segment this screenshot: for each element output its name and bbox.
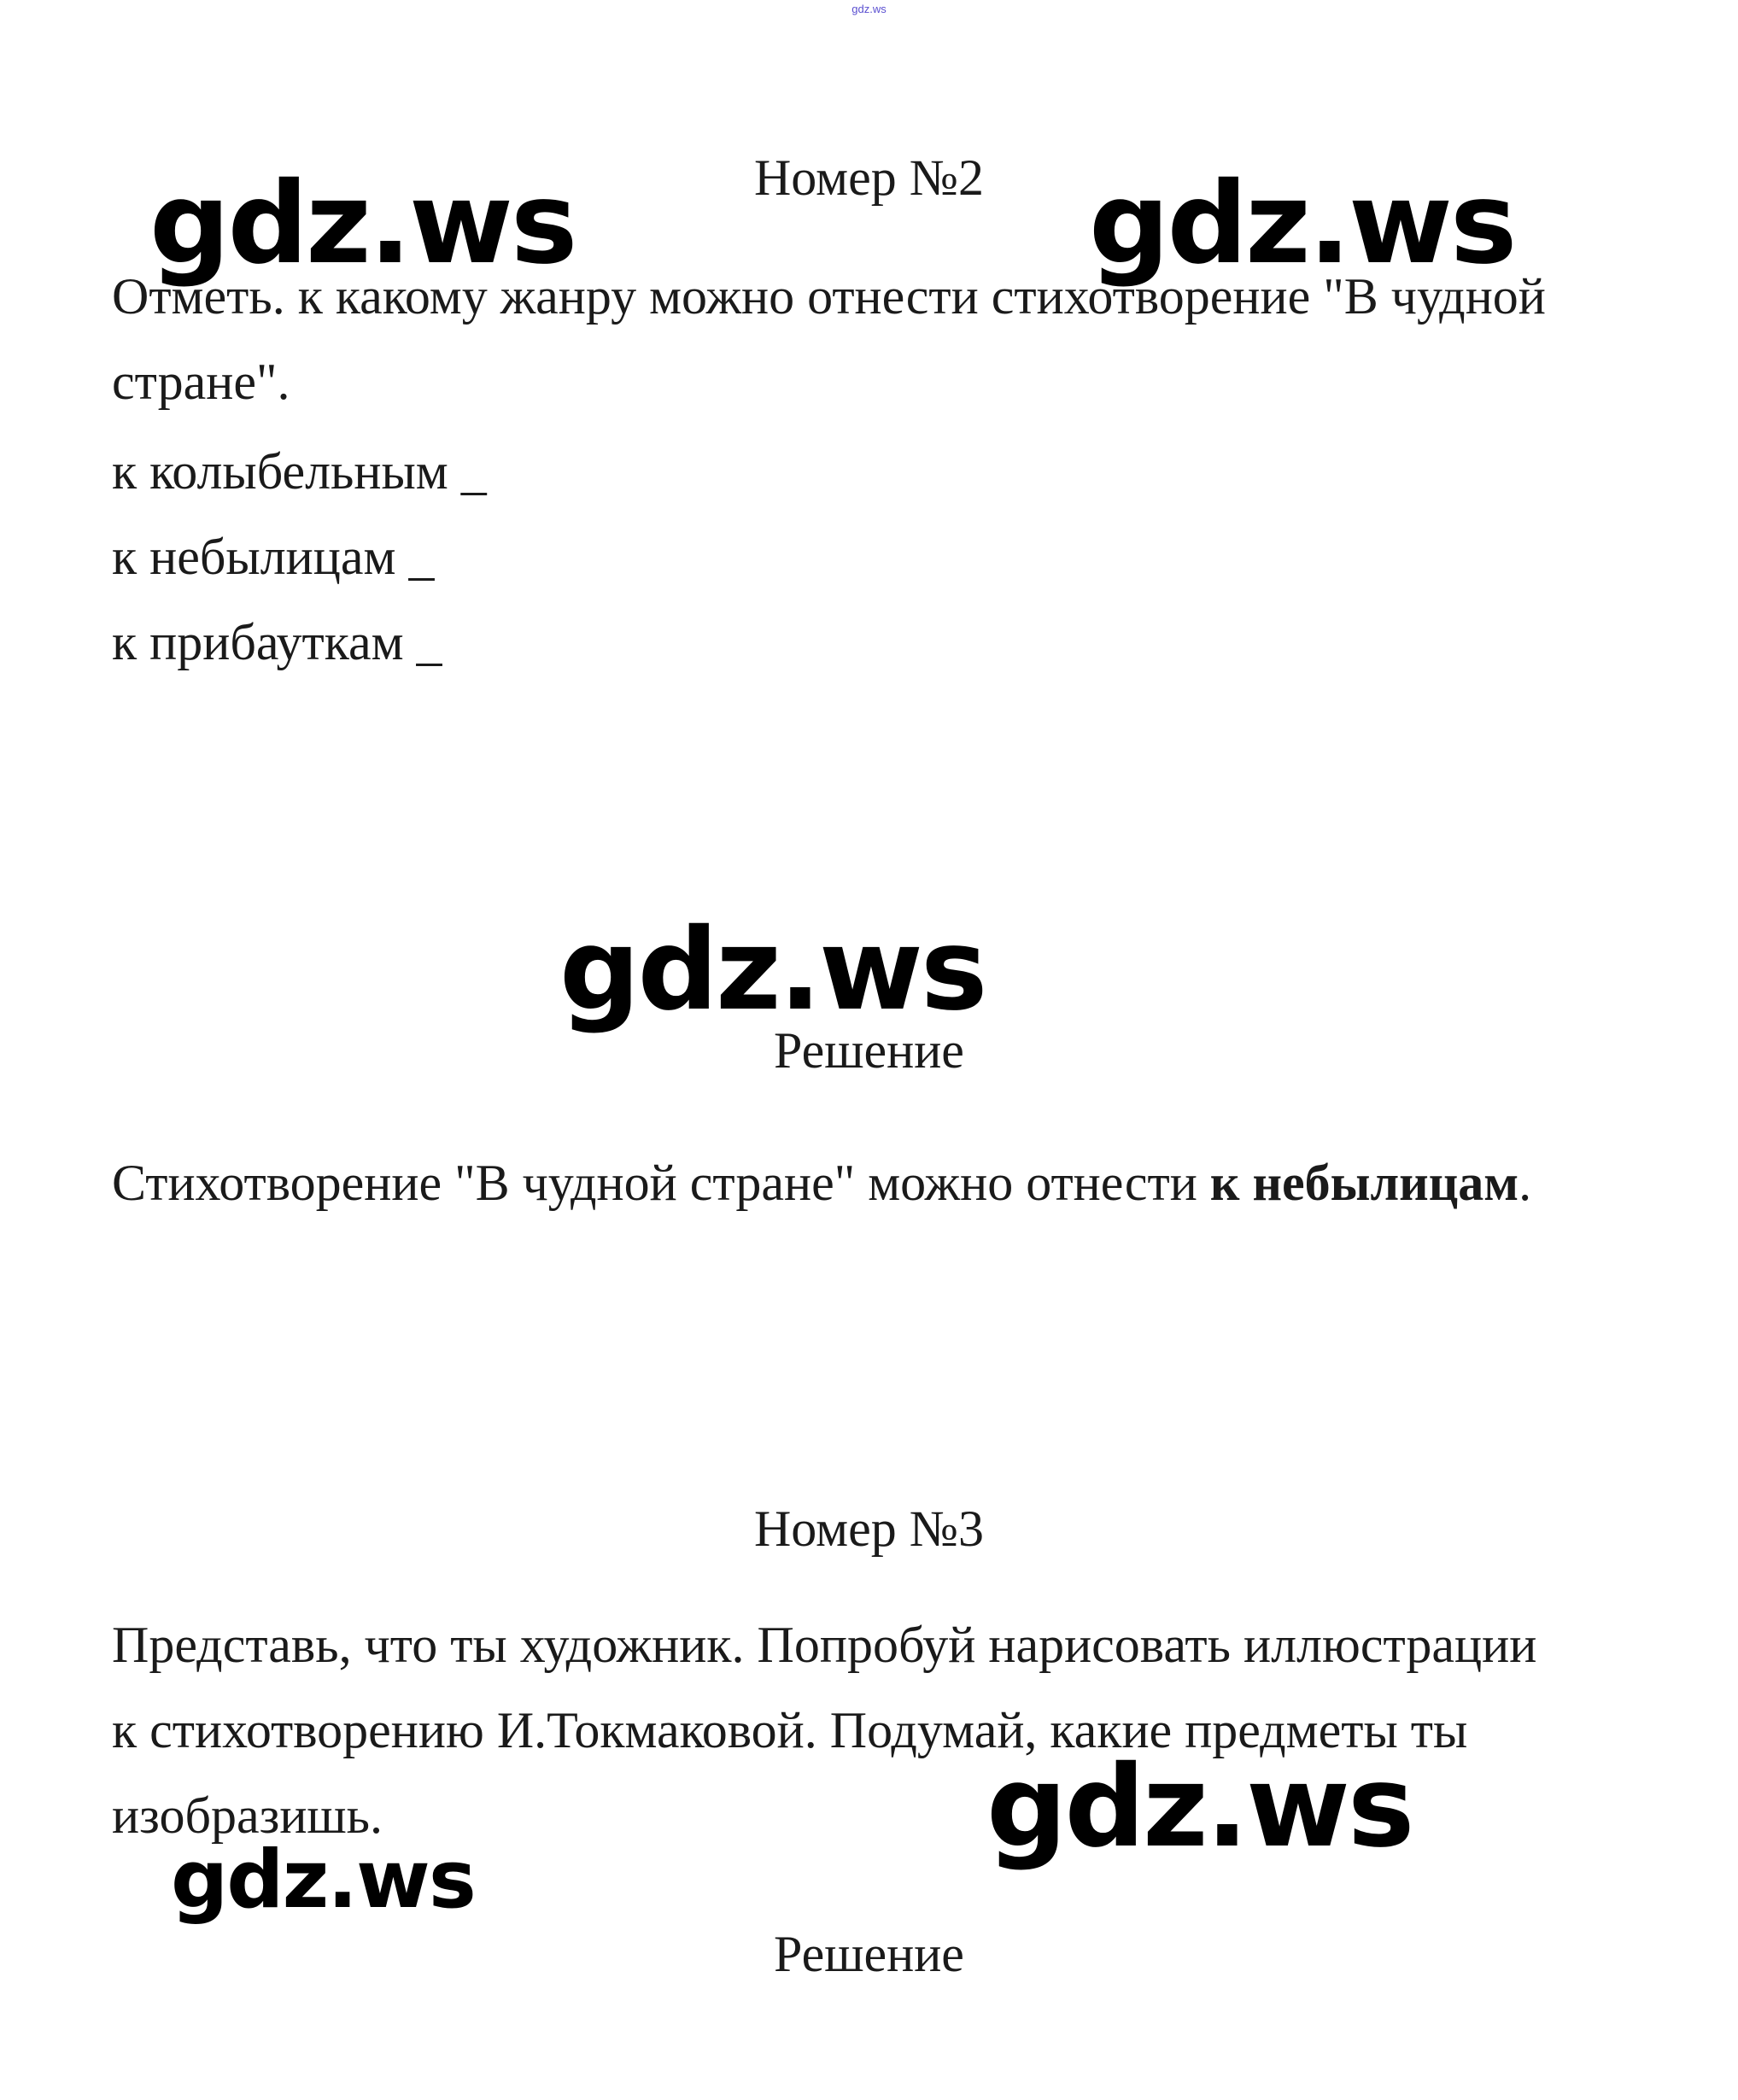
watermark-top-right: gdz.ws: [1089, 158, 1515, 290]
answer-prefix: Стихотворение "В чудной стране" можно отнести: [112, 1155, 1210, 1211]
site-mark: gdz.ws: [851, 3, 887, 15]
option-pribautka: к прибауткам _: [112, 614, 442, 670]
task-2-answer: [112, 1140, 1564, 1225]
task-2-solution-heading: Решение: [774, 1022, 964, 1079]
option-lullaby: к колыбельным _: [112, 443, 487, 500]
task-3-question: Представь, что ты художник. Попробуй нарисовать иллюстрации к стихотворению И.Токмаковой. Подумай, какие предметы ты изобразишь.: [112, 1617, 1537, 1844]
task-3-heading: Номер №3: [753, 1500, 985, 1557]
task-2-question: Отметь. к какому жанру можно отнести стихотворение "В чудной стране".: [112, 268, 1546, 410]
watermark-bottom-left: gdz.ws: [171, 1834, 475, 1927]
task-3-solution-heading: Решение: [774, 1926, 964, 1982]
watermark-top-left: gdz.ws: [149, 158, 576, 290]
task-2-heading: Номер №2: [753, 149, 985, 206]
watermark-middle: gdz.ws: [559, 904, 986, 1036]
watermark-bottom-right: gdz.ws: [986, 1741, 1413, 1873]
answer-suffix: .: [1519, 1155, 1532, 1211]
answer-highlight: к небылицам: [1209, 1155, 1519, 1211]
option-tall-tale: к небылицам _: [112, 529, 435, 585]
